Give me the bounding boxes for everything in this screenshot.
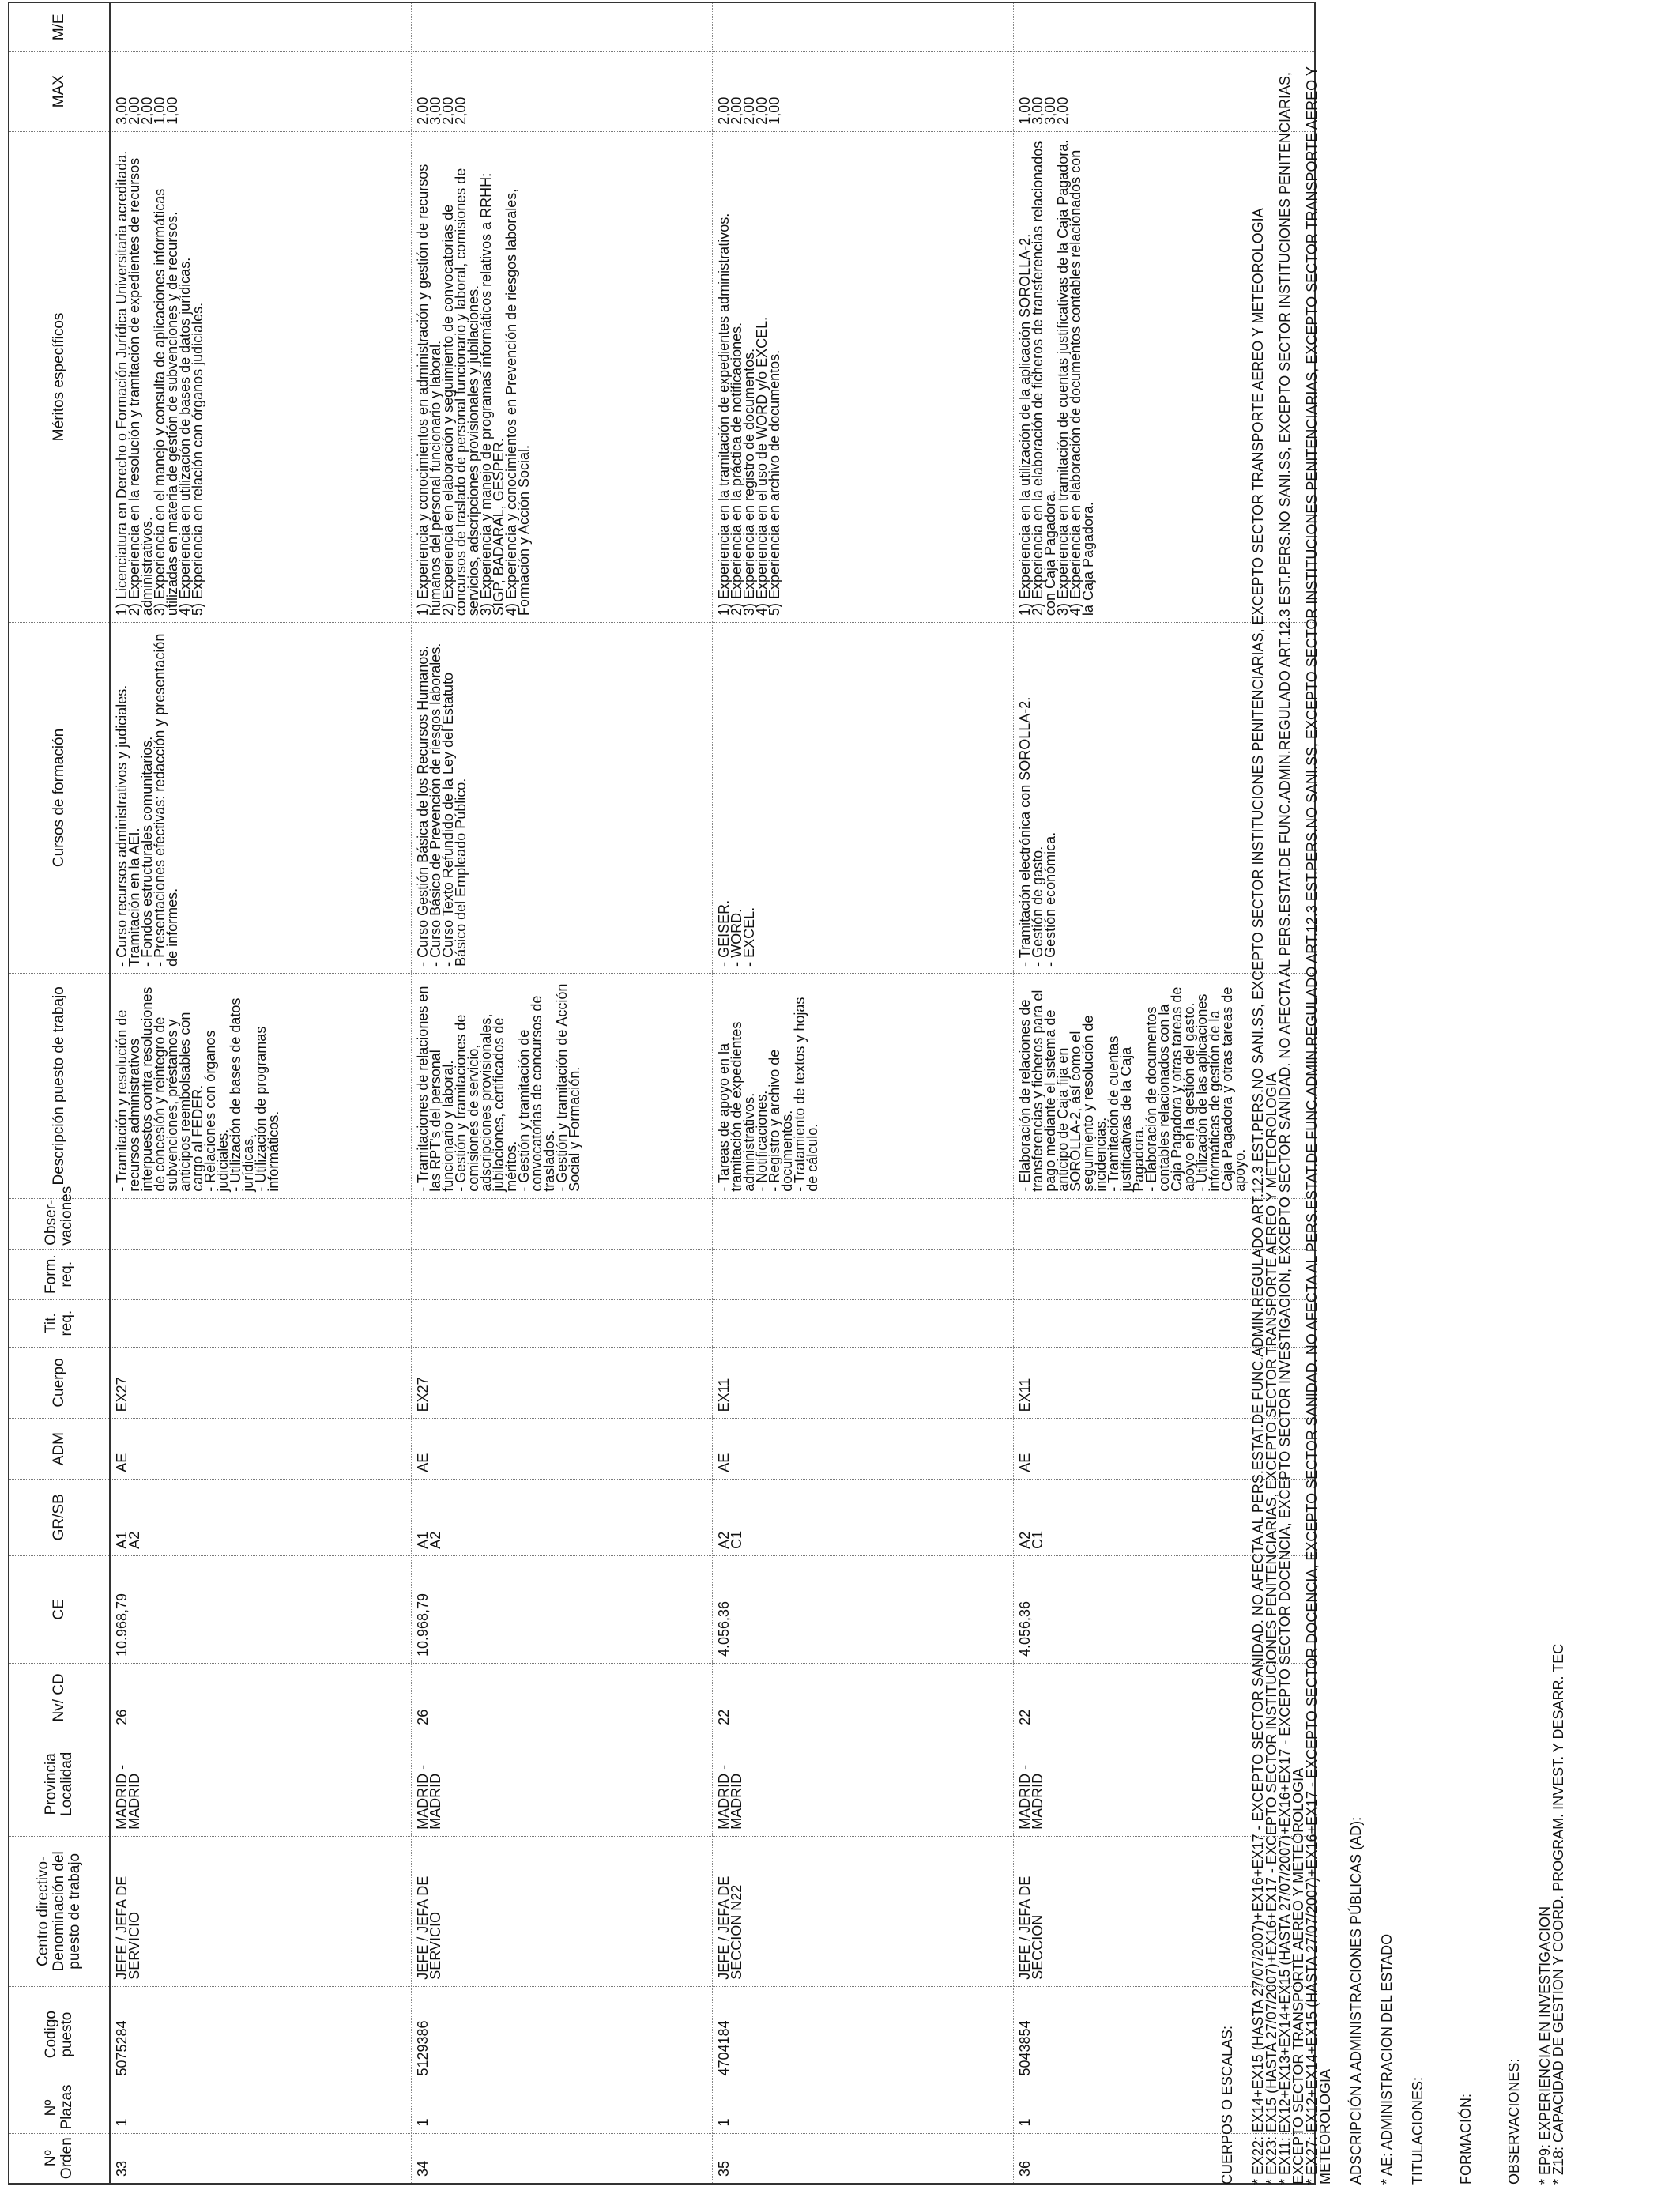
cell-nivel: 26 [412,1664,713,1732]
merito-item: 2) Experiencia en la resolución y tramitación de expedientes de recursos administrativos. [126,157,155,616]
header-form: Form. req. [9,1249,110,1299]
header-cursos: Cursos de formación [9,623,110,974]
cell-centro: JEFE / JEFA DE SERVICIO [110,1836,412,1986]
cuerpo-escala-item: * EX22: EX14+EX15 (HASTA 27/07/2007)+EX16+EX17 - EXCEPTO SECTOR SANIDAD. NO AFECTA AL PERS.ESTAT.DE FUNC.ADMIN.REGULADO ART.12.3 EST.PERS.NO SANI.SS, EXCEPTO SECTOR INSTITUCIONES PENITENCIARIAS, EXCEPTO SECTOR TRANSPORTE AEREO Y METEOROLOGIA [1250,208,1266,2185]
merito-item: 3) Experiencia en tramitación de cuentas justificativas de la Caja Pagadora. [1055,139,1071,616]
merito-item: 4) Experiencia en utilización de bases de datos jurídicas. [177,257,193,616]
merito-item: 2) Experiencia en la práctica de notificaciones. [729,322,744,616]
cell-obs [110,1198,412,1249]
merito-item: 1) Experiencia y conocimientos en administración y gestión de recursos humanos del personal funcionario y laboral. [415,164,443,616]
merito-item: 4) Experiencia en elaboración de documentos contables relacionados con la Caja Pagadora. [1068,149,1096,616]
cell-cursos: - Tramitación electrónica con SOROLLA-2. - Gestión de gasto. - Gestión económica. [1014,623,1316,974]
merito-item: 2) Experiencia en elaboración y seguimiento de convocatorias de concursos de traslado de personal funcionario y laboral, comisiones de servicios, adscripciones provisionales y jubilaciones. [440,168,481,616]
cell-adm: AE [110,1419,412,1479]
cell-descripcion: - Elaboración de relaciones de transferencias y ficheros para el pago mediante el sistema de anticipo de Caja fija en SOROLLA-2, así como el seguimiento y resolución de incidencias. - Tramitación de cuentas justificativas de la Caja Pagadora. - Elaboración de documentos contables relacionados con la Caja Pagadora y otras tareas de apoyo en la gestión del gasto. - Utilización de las aplicaciones informáticas de gestión de la Caja Pagadora y otras tareas de apoyo. [1014,973,1316,1198]
cell-nivel: 22 [1014,1664,1316,1732]
merito-item: 5) Experiencia en relación con órganos judiciales. [190,302,205,616]
merito-item: 3) Experiencia en el manejo y consulta de aplicaciones informáticas utilizadas en materia de gestión de subvenciones y de recursos. [152,188,180,616]
merito-max-value: 3,00 [1030,96,1045,125]
cell-ce: 10.968,79 [110,1555,412,1663]
cell-meritos [713,131,1014,622]
cell-nivel: 26 [110,1664,412,1732]
cell-codigo: 5043854 [1014,1986,1316,2083]
header-obs: Obser- vaciones [9,1198,110,1249]
cell-form [110,1249,412,1299]
cell-cuerpo: EX27 [110,1347,412,1419]
merito-max-value: 1,00 [767,96,782,125]
cell-nivel: 22 [713,1664,1014,1732]
cell-orden: 35 [713,2133,1014,2184]
cell-cuerpo: EX27 [412,1347,713,1419]
header-meritos: Méritos específicos [9,131,110,622]
cell-plazas: 1 [713,2083,1014,2133]
cell-adm: AE [412,1419,713,1479]
cell-tit [110,1299,412,1347]
cell-grsb: A1 A2 [110,1479,412,1555]
header-cuerpo: Cuerpo [9,1347,110,1419]
table-row [412,2,713,2184]
cell-me [713,2,1014,51]
merito-item: 1) Experiencia en la utilización de la aplicación SOROLLA-2. [1017,233,1033,616]
formacion-title: FORMACIÓN: [1458,2094,1474,2185]
cell-form [412,1249,713,1299]
cell-ce: 4.056,36 [1014,1555,1316,1663]
cell-cuerpo: EX11 [1014,1347,1316,1419]
merito-max-value: 2,00 [754,96,770,125]
merito-item: 1) Licenciatura en Derecho o Formación Jurídica Universitaria acreditada. [114,150,130,616]
header-provincia: Provincia Localidad [9,1732,110,1836]
observacion-item: * EP9: EXPERIENCIA EN INVESTIGACION [1537,1906,1553,2185]
merito-max-value: 2,00 [440,96,456,125]
positions-table-wrapper [8,2,1316,2185]
header-max: MAX [9,51,110,131]
cell-max [110,51,412,131]
cuerpo-escala-item: * EX27: EX12+EX14+EX15 (HASTA 27/07/2007)+EX16+EX17 - EXCEPTO SECTOR DOCENCIA, EXCEPTO SECTOR SANIDAD. NO AFECTA AL PERS.ESTAT.DE FUNC.ADMIN.REGULADO ART.12.3 EST.PERS.NO SANI.SS, EXCEPTO SECTOR INSTITUCIONES PENITENCIARIAS, EXCEPTO SECTOR TRANSPORTE AEREO Y METEOROLOGIA [1304,66,1333,2185]
cell-provincia: MADRID - MADRID [1014,1732,1316,1836]
header-descripcion: Descripción puesto de trabajo [9,973,110,1198]
cell-obs [713,1198,1014,1249]
observaciones-title: OBSERVACIONES: [1506,2058,1522,2185]
cell-plazas: 1 [412,2083,713,2133]
merito-item: 4) Experiencia y conocimientos en Prevención de riesgos laborales, Formación y Acción Social. [503,188,532,616]
cell-descripcion: - Tramitación y resolución de recursos administrativos interpuestos contra resoluciones de concesión y reintegro de subvenciones, préstamos y anticipos reembolsables con cargo al FEDER. - Relaciones con órganos judiciales. - Utilización de bases de datos jurídicas. - Utilización de programas informáticos. [110,973,412,1198]
cell-orden: 36 [1014,2133,1316,2184]
cell-codigo: 4704184 [713,1986,1014,2083]
cell-max [713,51,1014,131]
cell-centro: JEFE / JEFA DE SECCION [1014,1836,1316,1986]
merito-item: 2) Experiencia en la elaboración de ficheros de transferencias relacionados con Caja Pagadora. [1030,141,1058,616]
table-body [110,2,1315,2184]
cell-codigo: 5075284 [110,1986,412,2083]
header-plazas: Nº Plazas [9,2083,110,2133]
cell-codigo: 5129386 [412,1986,713,2083]
legend-notes [1221,19,1565,2185]
cell-cursos: - GEISER. - WORD. - EXCEL. [713,623,1014,974]
header-adm: ADM [9,1419,110,1479]
merito-max-value: 2,00 [126,96,142,125]
merito-max-value: 1,00 [1017,96,1033,125]
merito-max-value: 2,00 [453,96,469,125]
table-header-row [9,2,110,2184]
merito-item: 4) Experiencia en el uso de WORD y/o EXCEL. [754,316,770,616]
merito-max-value: 2,00 [716,96,732,125]
cell-plazas: 1 [1014,2083,1316,2133]
merito-item: 3) Experiencia y manejo de programas informáticos relativos a RRHH: SIGP, BADARAL, GESPER. [478,172,507,616]
cell-adm: AE [1014,1419,1316,1479]
cuerpos-list [1252,19,1332,2185]
cell-adm: AE [713,1419,1014,1479]
cell-provincia: MADRID - MADRID [110,1732,412,1836]
cuerpos-title: CUERPOS O ESCALAS: [1219,2025,1235,2185]
cell-me [110,2,412,51]
cell-form [713,1249,1014,1299]
merito-item: 5) Experiencia en archivo de documentos. [767,349,782,616]
cell-meritos [110,131,412,622]
header-ce: CE [9,1555,110,1663]
merito-max-value: 3,00 [1042,96,1058,125]
merito-max-value: 3,00 [428,96,443,125]
table-row [713,2,1014,2184]
header-centro: Centro directivo- Denominación del puesto de trabajo [9,1836,110,1986]
cell-grsb: A2 C1 [1014,1479,1316,1555]
merito-item: 1) Experiencia en la tramitación de expedientes administrativos. [716,213,732,616]
adscripcion-title: ADSCRIPCIÓN A ADMINISTRACIONES PÚBLICAS (AD): [1348,1816,1364,2185]
observacion-item: * Z18: CAPACIDAD DE GESTION Y COORD. PROGRAM. INVEST. Y DESARR. TEC [1550,1643,1566,2185]
cell-orden: 34 [412,2133,713,2184]
cell-max [412,51,713,131]
header-me: M/E [9,2,110,51]
merito-max-value: 1,00 [152,96,168,125]
merito-max-value: 1,00 [164,96,180,125]
cell-ce: 4.056,36 [713,1555,1014,1663]
table-row [110,2,412,2184]
cell-descripcion: - Tramitaciones de relaciones en las RPT's del personal funcionario y laboral. - Gestión y tramitaciones de comisiones de servicio, adscripciones provisionales, jubilaciones, certificados de méritos. - Gestión y tramitación de convocatorias de concursos de traslados. - Gestión y tramitación de Acción Social y Formación. [412,973,713,1198]
cell-provincia: MADRID - MADRID [412,1732,713,1836]
cell-tit [412,1299,713,1347]
cell-meritos [412,131,713,622]
merito-max-value: 3,00 [114,96,130,125]
cell-centro: JEFE / JEFA DE SERVICIO [412,1836,713,1986]
cell-cursos: - Curso recursos administrativos y judiciales. Tramitación en la AEI. - Fondos estructurales comunitarios. - Presentaciones efectivas: redacción y presentación de informes. [110,623,412,974]
cell-obs [412,1198,713,1249]
merito-max-value: 2,00 [1055,96,1071,125]
cell-centro: JEFE / JEFA DE SECCION N22 [713,1836,1014,1986]
titulaciones-title: TITULACIONES: [1410,2076,1426,2185]
cuerpo-escala-item: * EX23: EX15 (HASTA 27/07/2007)+EX16+EX17 - EXCEPTO SECTOR INSTITUCIONES PENITENCIARIAS, EXCEPTO SECTOR TRANSPORTE AEREO Y METEOROLOGIA [1264,1072,1279,2185]
header-codigo: Codigo puesto [9,1986,110,2083]
cuerpo-escala-item: * EX11: EX12+EX13+EX14+EX15 (HASTA 27/07/2007)+EX16+EX17 - EXCEPTO SECTOR DOCENCIA, EXCEPTO SECTOR INVESTIGACION, EXCEPTO SECTOR SANIDAD. NO AFECTA AL PERS.ESTAT.DE FUNC.ADMIN.REGULADO ART.12.3 EST.PERS.NO SANI.SS, EXCEPTO SECTOR INSTITUCIONES PENITENCIARIAS, EXCEPTO SECTOR TRANSPORTE AEREO Y METEOROLOGIA [1277,71,1306,2185]
header-tit: Tit. req. [9,1299,110,1347]
observaciones-list [1539,19,1565,2185]
merito-max-value: 2,00 [729,96,744,125]
cell-orden: 33 [110,2133,412,2184]
merito-item: 3) Experiencia en registro de documentos. [741,348,757,616]
merito-max-value: 2,00 [741,96,757,125]
cell-ce: 10.968,79 [412,1555,713,1663]
positions-table [8,2,1316,2185]
cell-grsb: A2 C1 [713,1479,1014,1555]
header-grsb: GR/SB [9,1479,110,1555]
cell-descripcion: - Tareas de apoyo en la tramitación de expedientes administrativos. - Notificaciones. - Registro y archivo de documentos. - Tratamiento de textos y hojas de cálculo. [713,973,1014,1198]
adscripcion-item: * AE: ADMINISTRACION DEL ESTADO [1379,1933,1395,2185]
header-orden: Nº Orden [9,2133,110,2184]
cell-grsb: A1 A2 [412,1479,713,1555]
header-nivel: Nv/ CD [9,1664,110,1732]
merito-max-value: 2,00 [139,96,155,125]
merito-max-value: 2,00 [415,96,431,125]
cell-plazas: 1 [110,2083,412,2133]
cell-cuerpo: EX11 [713,1347,1014,1419]
cell-tit [713,1299,1014,1347]
cell-me [412,2,713,51]
cell-provincia: MADRID - MADRID [713,1732,1014,1836]
cell-cursos: - Curso Gestión Básica de los Recursos Humanos. - Curso Básico de Prevención de riesgos laborales. - Curso Texto Refundido de la Ley del Estatuto Básico del Empleado Público. [412,623,713,974]
